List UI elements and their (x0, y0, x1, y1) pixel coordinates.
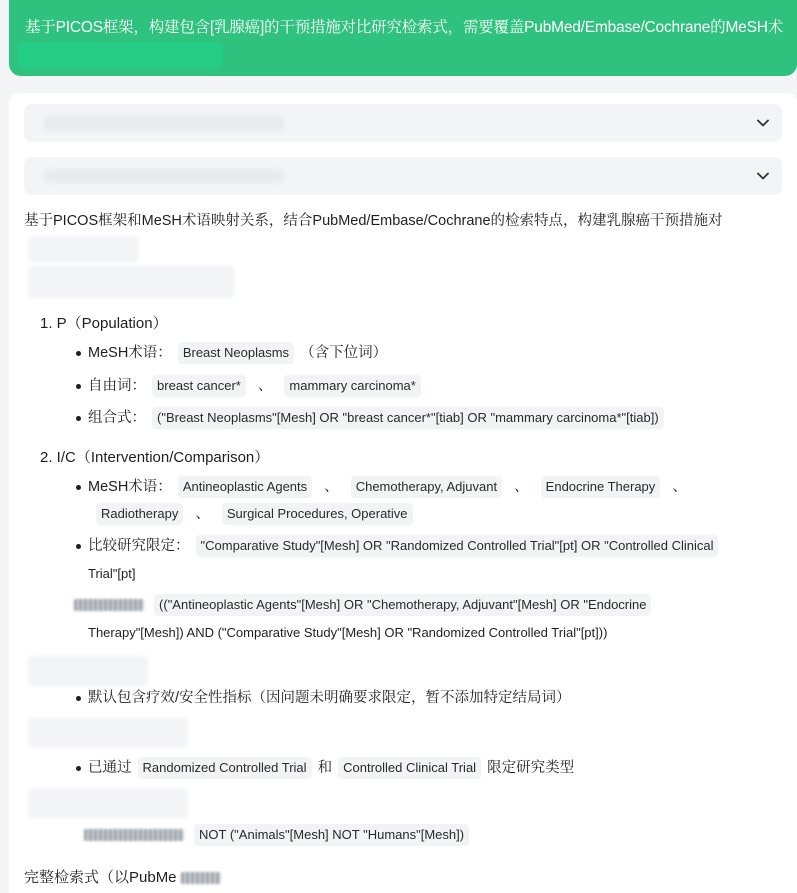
mesh-label: MeSH术语： (88, 345, 172, 361)
ic-combo-cont (88, 619, 607, 647)
p-combo-item (88, 405, 666, 432)
blurred-heading (28, 788, 188, 818)
free-term-code: breast cancer* (152, 375, 246, 397)
mesh-term-code: Endocrine Therapy (541, 476, 661, 498)
s-item (88, 755, 574, 782)
p-free-item (88, 373, 423, 400)
mesh-term-code: Antineoplastic Agents (178, 476, 312, 498)
o-item (88, 685, 571, 712)
blurred-label (181, 872, 221, 884)
p-mesh-item (88, 340, 387, 367)
blurred-label (74, 599, 144, 611)
mesh-term-code: Breast Neoplasms (178, 342, 294, 364)
user-prompt-text: 基于PICOS框架，构建包含[乳腺癌]的干预措施对比研究检索式，需要覆盖PubMed/Embase/Cochrane的MeSH术 (25, 19, 784, 36)
free-label: 自由词： (88, 378, 146, 394)
section-ic-heading: 2. I/C（Intervention/Comparison） (40, 449, 270, 466)
o-text: 默认包含疗效/安全性指标（因问题未明确要求限定，暂不添加特定结局词） (88, 690, 571, 706)
combo-code: (("Antineoplastic Agents"[Mesh] OR "Chemotherapy, Adjuvant"[Mesh] OR "Endocrine (154, 594, 651, 616)
ic-mesh-item (88, 474, 693, 501)
mesh-note: （含下位词） (300, 345, 388, 361)
mesh-term-code: Surgical Procedures, Operative (222, 503, 413, 525)
separator: 、 (324, 479, 339, 495)
reasoning-collapse-bar-1[interactable] (24, 104, 782, 142)
ic-combo-item (74, 592, 653, 619)
separator: 、 (257, 378, 273, 394)
separator: 、 (672, 479, 687, 495)
section-p-heading: 1. P（Population） (40, 315, 168, 332)
blurred-heading (28, 236, 138, 262)
mesh-label: MeSH术语： (88, 479, 172, 495)
ic-compare-cont (88, 560, 135, 588)
ic-compare-item (88, 533, 720, 560)
separator: 、 (514, 479, 529, 495)
chevron-down-icon[interactable] (754, 114, 772, 132)
study-type-code: Controlled Clinical Trial (338, 757, 481, 779)
mesh-term-code: Chemotherapy, Adjuvant (351, 476, 502, 498)
ic-mesh-item-cont (94, 501, 415, 528)
study-type-code: Randomized Controlled Trial (138, 757, 312, 779)
blurred-label (84, 829, 184, 841)
combo-code-cont: Therapy"[Mesh]) AND ("Comparative Study"[Mesh] OR "Randomized Controlled Trial"[pt])) (88, 625, 608, 640)
s-pre: 已通过 (88, 760, 132, 776)
separator: 、 (195, 506, 210, 522)
blurred-heading (28, 656, 148, 686)
mesh-term-code: Radiotherapy (96, 503, 183, 525)
s-mid: 和 (317, 760, 333, 776)
free-term-code: mammary carcinoma* (284, 375, 420, 397)
answer-intro: 基于PICOS框架和MeSH术语映射关系，结合PubMed/Embase/Cochrane的检索特点，构建乳腺癌干预措施对 (24, 213, 723, 229)
reasoning-collapse-bar-2[interactable] (24, 157, 782, 195)
blurred-heading (28, 266, 234, 298)
final-query-heading (24, 866, 225, 887)
collapsed-title-placeholder (44, 116, 284, 130)
combo-code: ("Breast Neoplasms"[Mesh] OR "breast cancer*"[tiab] OR "mammary carcinoma*"[tiab]) (152, 407, 664, 429)
prompt-highlight (18, 42, 223, 68)
combo-label: 组合式： (88, 410, 146, 426)
collapsed-title-placeholder (44, 169, 284, 183)
filter-item (84, 822, 471, 849)
blurred-heading (28, 718, 188, 748)
compare-code-cont: Trial"[pt] (88, 566, 136, 581)
final-heading-text: 完整检索式（以PubMe (24, 869, 177, 886)
chevron-down-icon[interactable] (754, 167, 772, 185)
compare-label: 比较研究限定： (88, 538, 190, 554)
compare-code: "Comparative Study"[Mesh] OR "Randomized Controlled Trial"[pt] OR "Controlled Clinical (196, 535, 719, 557)
filter-code: NOT ("Animals"[Mesh] NOT "Humans"[Mesh]) (194, 824, 469, 846)
s-post: 限定研究类型 (487, 760, 575, 776)
